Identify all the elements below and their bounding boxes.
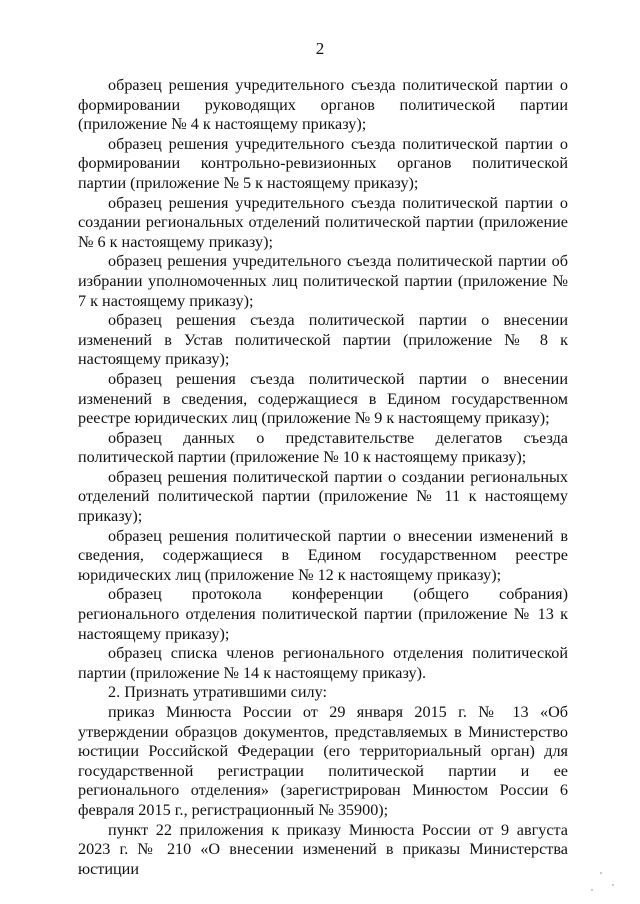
paragraph-appendix-10: образец данных о представительстве делегатов съезда политической партии (приложение № 10 к настоящему приказу); xyxy=(78,428,568,467)
scan-speck xyxy=(600,872,602,874)
paragraph-appendix-13: образец протокола конференции (общего собрания) регионального отделения политической партии (приложение № 13 к настоящему приказу); xyxy=(78,585,568,643)
paragraph-appendix-6: образец решения учредительного съезда политической партии о создании региональных отделений политической партии (приложение № 6 к настоящему приказу); xyxy=(78,193,568,251)
paragraph-appendix-7: образец решения учредительного съезда политической партии об избрании уполномоченных лиц политической партии (приложение № 7 к настоящему приказу); xyxy=(78,252,568,310)
scan-speck xyxy=(612,884,614,886)
paragraph-appendix-5: образец решения учредительного съезда политической партии о формировании контрольно-ревизионных органов политической партии (приложение № 5 к настоящему приказу); xyxy=(78,134,568,192)
paragraph-section-2-heading: 2. Признать утратившими силу: xyxy=(108,683,327,702)
paragraph-appendix-11: образец решения политической партии о создании региональных отделений политической партии (приложение № 11 к настоящему приказу); xyxy=(78,467,568,526)
document-body xyxy=(78,76,568,879)
page-number: 2 xyxy=(315,39,325,58)
paragraph-appendix-4: образец решения учредительного съезда политической партии о формировании руководящих органов политической партии (приложение № 4 к настоящему приказу); xyxy=(78,76,568,134)
paragraph-appendix-8: образец решения съезда политической партии о внесении изменений в Устав политической партии (приложение № 8 к настоящему приказу); xyxy=(78,311,568,369)
paragraph-appendix-9: образец решения съезда политической партии о внесении изменений в сведения, содержащиеся в Едином государственном реестре юридических лиц (приложение № 9 к настоящему приказу); xyxy=(78,369,568,428)
scan-speck xyxy=(591,889,593,891)
paragraph-appendix-14: образец списка членов регионального отделения политической партии (приложение № 14 к настоящему приказу). xyxy=(78,644,568,682)
paragraph-repealed-order-13: приказ Минюста России от 29 января 2015 г. № 13 «Об утверждении образцов документов, представляемых в Министерство юстиции Российской Федерации (его территориальный орган) для государственной регистрации политической партии и ее регионального отделения» (зарегистрирован Минюстом России 6 февраля 2015 г., регистрационный № 35900); xyxy=(78,703,568,819)
paragraph-appendix-12: образец решения политической партии о внесении изменений в сведения, содержащиеся в Едином государственном реестре юридических лиц (приложение № 12 к настоящему приказу); xyxy=(78,526,568,584)
paragraph-repealed-order-210: пункт 22 приложения к приказу Минюста России от 9 августа 2023 г. № 210 «О внесении изменений в приказы Министерства юстиции xyxy=(78,820,568,878)
